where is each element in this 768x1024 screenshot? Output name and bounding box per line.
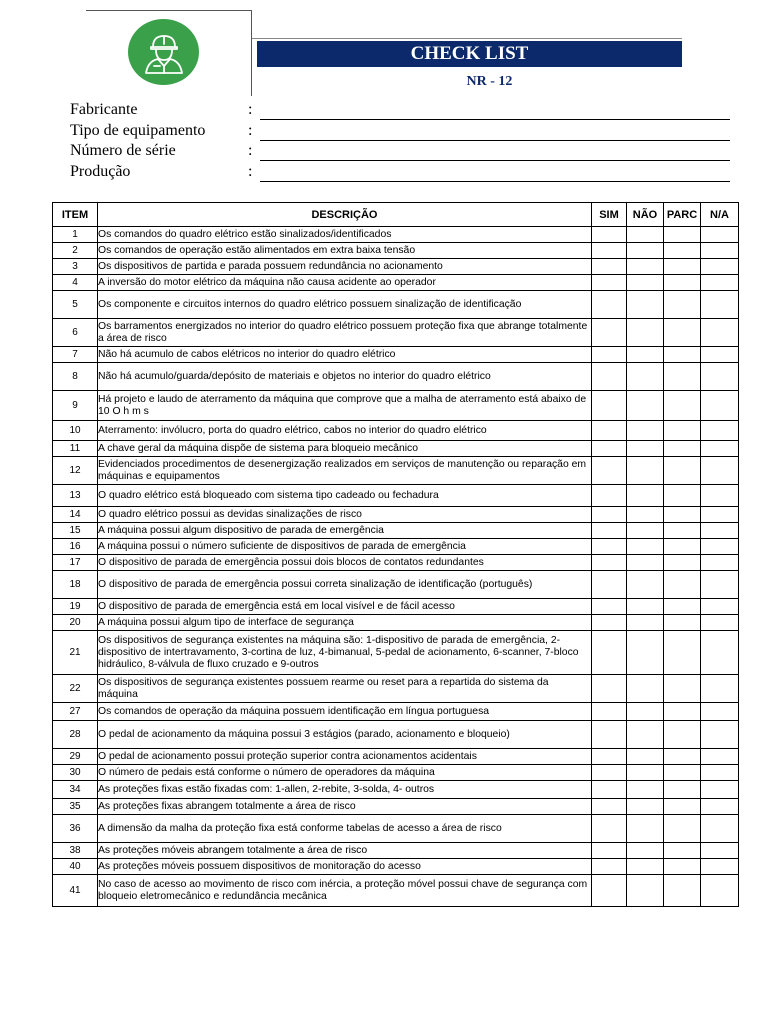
item-description: Não há acumulo/guarda/depósito de materiais e objetos no interior do quadro elétrico xyxy=(98,363,592,391)
item-description: O quadro elétrico possui as devidas sinalizações de risco xyxy=(98,507,592,523)
item-number: 22 xyxy=(53,675,98,703)
check-cell-parc[interactable] xyxy=(664,347,701,363)
check-cell-nao[interactable] xyxy=(627,555,664,571)
check-cell-sim[interactable] xyxy=(592,243,627,259)
check-cell-nao[interactable] xyxy=(627,391,664,421)
table-row xyxy=(53,507,739,523)
item-number: 30 xyxy=(53,765,98,781)
table-row xyxy=(53,571,739,599)
check-cell-nao[interactable] xyxy=(627,523,664,539)
check-cell-na[interactable] xyxy=(701,347,739,363)
check-cell-sim[interactable] xyxy=(592,421,627,441)
check-cell-sim[interactable] xyxy=(592,441,627,457)
item-description: As proteções móveis abrangem totalmente a área de risco xyxy=(98,843,592,859)
check-cell-sim[interactable] xyxy=(592,765,627,781)
check-cell-parc[interactable] xyxy=(664,749,701,765)
item-number: 16 xyxy=(53,539,98,555)
check-cell-parc[interactable] xyxy=(664,243,701,259)
item-description: Os dispositivos de segurança existentes na máquina são: 1-dispositivo de parada de emergência, 2-dispositivo de intertravamento, 3-cortina de luz, 4-bimanual, 5-pedal de acionamento, 6-scanner, 7-bloco hidráulico, 8-válvula de fluxo cruzado e 9-outros xyxy=(98,631,592,675)
check-cell-parc[interactable] xyxy=(664,485,701,507)
check-cell-nao[interactable] xyxy=(627,441,664,457)
item-number: 8 xyxy=(53,363,98,391)
table-row xyxy=(53,703,739,721)
check-cell-na[interactable] xyxy=(701,599,739,615)
check-cell-nao[interactable] xyxy=(627,227,664,243)
item-description: Os comandos de operação estão alimentados em extra baixa tensão xyxy=(98,243,592,259)
check-cell-na[interactable] xyxy=(701,615,739,631)
check-cell-parc[interactable] xyxy=(664,799,701,815)
item-description: As proteções fixas estão fixadas com: 1-allen, 2-rebite, 3-solda, 4- outros xyxy=(98,781,592,799)
check-cell-sim[interactable] xyxy=(592,485,627,507)
check-cell-sim[interactable] xyxy=(592,539,627,555)
item-description: A máquina possui algum tipo de interface de segurança xyxy=(98,615,592,631)
item-description: Os comandos de operação da máquina possuem identificação em língua portuguesa xyxy=(98,703,592,721)
check-cell-na[interactable] xyxy=(701,441,739,457)
check-cell-nao[interactable] xyxy=(627,675,664,703)
worker-helmet-icon xyxy=(140,28,188,76)
check-cell-parc[interactable] xyxy=(664,615,701,631)
check-cell-na[interactable] xyxy=(701,765,739,781)
check-cell-na[interactable] xyxy=(701,227,739,243)
field-label: Tipo de equipamento xyxy=(70,122,206,139)
check-cell-na[interactable] xyxy=(701,815,739,843)
item-number: 19 xyxy=(53,599,98,615)
field-producao xyxy=(70,163,730,183)
item-description: Evidenciados procedimentos de desenergização realizados em serviços de manutenção ou reparação em máquinas e equipamentos xyxy=(98,457,592,485)
table-row xyxy=(53,815,739,843)
item-number: 3 xyxy=(53,259,98,275)
table-row xyxy=(53,539,739,555)
check-cell-sim[interactable] xyxy=(592,599,627,615)
check-cell-parc[interactable] xyxy=(664,457,701,485)
check-cell-nao[interactable] xyxy=(627,421,664,441)
checklist-table xyxy=(52,202,739,907)
check-cell-sim[interactable] xyxy=(592,457,627,485)
check-cell-sim[interactable] xyxy=(592,259,627,275)
check-cell-parc[interactable] xyxy=(664,571,701,599)
check-cell-na[interactable] xyxy=(701,675,739,703)
item-number: 9 xyxy=(53,391,98,421)
check-cell-nao[interactable] xyxy=(627,703,664,721)
check-cell-na[interactable] xyxy=(701,275,739,291)
table-row xyxy=(53,631,739,675)
check-cell-nao[interactable] xyxy=(627,631,664,675)
item-number: 13 xyxy=(53,485,98,507)
item-number: 4 xyxy=(53,275,98,291)
header-parc: PARC xyxy=(664,203,701,227)
item-description: Os componente e circuitos internos do quadro elétrico possuem sinalização de identificação xyxy=(98,291,592,319)
item-number: 29 xyxy=(53,749,98,765)
check-cell-parc[interactable] xyxy=(664,319,701,347)
check-cell-nao[interactable] xyxy=(627,615,664,631)
check-cell-nao[interactable] xyxy=(627,859,664,875)
check-cell-na[interactable] xyxy=(701,799,739,815)
item-number: 7 xyxy=(53,347,98,363)
check-cell-nao[interactable] xyxy=(627,765,664,781)
item-description: Os dispositivos de segurança existentes possuem rearme ou reset para a repartida do sistema da máquina xyxy=(98,675,592,703)
table-row xyxy=(53,799,739,815)
check-cell-parc[interactable] xyxy=(664,675,701,703)
check-cell-na[interactable] xyxy=(701,457,739,485)
table-row xyxy=(53,363,739,391)
item-number: 12 xyxy=(53,457,98,485)
item-number: 35 xyxy=(53,799,98,815)
check-cell-parc[interactable] xyxy=(664,765,701,781)
check-cell-na[interactable] xyxy=(701,523,739,539)
check-cell-na[interactable] xyxy=(701,507,739,523)
check-cell-parc[interactable] xyxy=(664,391,701,421)
check-cell-na[interactable] xyxy=(701,571,739,599)
table-row xyxy=(53,421,739,441)
item-number: 28 xyxy=(53,721,98,749)
item-description: As proteções móveis possuem dispositivos de monitoração do acesso xyxy=(98,859,592,875)
table-row xyxy=(53,599,739,615)
header-na: N/A xyxy=(701,203,739,227)
check-cell-sim[interactable] xyxy=(592,615,627,631)
item-number: 6 xyxy=(53,319,98,347)
check-cell-na[interactable] xyxy=(701,843,739,859)
item-number: 10 xyxy=(53,421,98,441)
field-colon: : xyxy=(248,101,253,118)
table-row xyxy=(53,875,739,907)
field-colon: : xyxy=(248,142,253,159)
check-cell-parc[interactable] xyxy=(664,721,701,749)
item-description: Os comandos do quadro elétrico estão sinalizados/identificados xyxy=(98,227,592,243)
item-description: A máquina possui o número suficiente de dispositivos de parada de emergência xyxy=(98,539,592,555)
item-number: 36 xyxy=(53,815,98,843)
check-cell-na[interactable] xyxy=(701,421,739,441)
item-description: Não há acumulo de cabos elétricos no interior do quadro elétrico xyxy=(98,347,592,363)
check-cell-nao[interactable] xyxy=(627,721,664,749)
check-cell-parc[interactable] xyxy=(664,859,701,875)
check-cell-nao[interactable] xyxy=(627,347,664,363)
check-cell-sim[interactable] xyxy=(592,291,627,319)
table-row xyxy=(53,843,739,859)
header-border-top xyxy=(86,10,252,11)
item-description: O dispositivo de parada de emergência possui dois blocos de contatos redundantes xyxy=(98,555,592,571)
item-description: A chave geral da máquina dispõe de sistema para bloqueio mecânico xyxy=(98,441,592,457)
check-cell-na[interactable] xyxy=(701,875,739,907)
check-cell-na[interactable] xyxy=(701,391,739,421)
check-cell-sim[interactable] xyxy=(592,555,627,571)
item-description: As proteções fixas abrangem totalmente a área de risco xyxy=(98,799,592,815)
table-row xyxy=(53,259,739,275)
item-description: A máquina possui algum dispositivo de parada de emergência xyxy=(98,523,592,539)
item-description: O pedal de acionamento da máquina possui 3 estágios (parado, acionamento e bloqueio) xyxy=(98,721,592,749)
check-cell-parc[interactable] xyxy=(664,781,701,799)
check-cell-nao[interactable] xyxy=(627,875,664,907)
table-row xyxy=(53,555,739,571)
check-cell-na[interactable] xyxy=(701,539,739,555)
check-cell-parc[interactable] xyxy=(664,421,701,441)
check-cell-nao[interactable] xyxy=(627,275,664,291)
field-tipo-equipamento xyxy=(70,122,730,142)
check-cell-nao[interactable] xyxy=(627,781,664,799)
check-cell-parc[interactable] xyxy=(664,539,701,555)
check-cell-sim[interactable] xyxy=(592,815,627,843)
check-cell-nao[interactable] xyxy=(627,799,664,815)
table-row xyxy=(53,441,739,457)
check-cell-parc[interactable] xyxy=(664,631,701,675)
check-cell-na[interactable] xyxy=(701,243,739,259)
field-label: Produção xyxy=(70,163,131,180)
document-subtitle: NR - 12 xyxy=(466,74,513,89)
table-row xyxy=(53,485,739,507)
check-cell-nao[interactable] xyxy=(627,485,664,507)
check-cell-na[interactable] xyxy=(701,721,739,749)
table-row xyxy=(53,243,739,259)
check-cell-na[interactable] xyxy=(701,319,739,347)
check-cell-na[interactable] xyxy=(701,631,739,675)
numero-serie-line xyxy=(260,160,730,161)
check-cell-sim[interactable] xyxy=(592,703,627,721)
check-cell-na[interactable] xyxy=(701,749,739,765)
item-description: Os barramentos energizados no interior do quadro elétrico possuem proteção fixa que abrange totalmente a área de risco xyxy=(98,319,592,347)
table-row xyxy=(53,347,739,363)
table-row xyxy=(53,781,739,799)
item-number: 21 xyxy=(53,631,98,675)
check-cell-parc[interactable] xyxy=(664,507,701,523)
item-number: 34 xyxy=(53,781,98,799)
item-number: 38 xyxy=(53,843,98,859)
check-cell-parc[interactable] xyxy=(664,875,701,907)
check-cell-na[interactable] xyxy=(701,291,739,319)
check-cell-sim[interactable] xyxy=(592,363,627,391)
item-number: 17 xyxy=(53,555,98,571)
table-row xyxy=(53,749,739,765)
item-description: Há projeto e laudo de aterramento da máquina que comprove que a malha de aterramento está abaixo de 10 O h m s xyxy=(98,391,592,421)
check-cell-nao[interactable] xyxy=(627,363,664,391)
item-description: A inversão do motor elétrico da máquina não causa acidente ao operador xyxy=(98,275,592,291)
item-description: O dispositivo de parada de emergência está em local visível e de fácil acesso xyxy=(98,599,592,615)
check-cell-sim[interactable] xyxy=(592,631,627,675)
logo xyxy=(128,19,199,85)
check-cell-na[interactable] xyxy=(701,703,739,721)
item-number: 14 xyxy=(53,507,98,523)
check-cell-sim[interactable] xyxy=(592,859,627,875)
item-description: A dimensão da malha da proteção fixa está conforme tabelas de acesso a área de risco xyxy=(98,815,592,843)
fabricante-line xyxy=(260,119,730,120)
header-item: ITEM xyxy=(53,203,98,227)
check-cell-parc[interactable] xyxy=(664,275,701,291)
check-cell-parc[interactable] xyxy=(664,703,701,721)
item-number: 11 xyxy=(53,441,98,457)
check-cell-nao[interactable] xyxy=(627,539,664,555)
check-cell-parc[interactable] xyxy=(664,843,701,859)
check-cell-parc[interactable] xyxy=(664,555,701,571)
table-row xyxy=(53,721,739,749)
check-cell-sim[interactable] xyxy=(592,799,627,815)
header-border-right xyxy=(252,38,682,39)
check-cell-sim[interactable] xyxy=(592,875,627,907)
check-cell-parc[interactable] xyxy=(664,363,701,391)
check-cell-nao[interactable] xyxy=(627,599,664,615)
check-cell-nao[interactable] xyxy=(627,749,664,765)
item-description: Aterramento: invólucro, porta do quadro elétrico, cabos no interior do quadro elétrico xyxy=(98,421,592,441)
check-cell-parc[interactable] xyxy=(664,441,701,457)
field-numero-serie xyxy=(70,142,730,162)
check-cell-parc[interactable] xyxy=(664,227,701,243)
check-cell-nao[interactable] xyxy=(627,457,664,485)
check-cell-sim[interactable] xyxy=(592,843,627,859)
check-cell-parc[interactable] xyxy=(664,291,701,319)
table-row xyxy=(53,457,739,485)
check-cell-nao[interactable] xyxy=(627,815,664,843)
field-fabricante xyxy=(70,101,730,121)
check-cell-parc[interactable] xyxy=(664,815,701,843)
item-description: O pedal de acionamento possui proteção superior contra acionamentos acidentais xyxy=(98,749,592,765)
item-number: 18 xyxy=(53,571,98,599)
check-cell-nao[interactable] xyxy=(627,243,664,259)
check-cell-na[interactable] xyxy=(701,859,739,875)
header-description: DESCRIÇÃO xyxy=(98,203,592,227)
field-label: Fabricante xyxy=(70,101,138,118)
check-cell-sim[interactable] xyxy=(592,391,627,421)
item-description: O número de pedais está conforme o número de operadores da máquina xyxy=(98,765,592,781)
item-description: Os dispositivos de partida e parada possuem redundância no acionamento xyxy=(98,259,592,275)
table-row xyxy=(53,615,739,631)
table-row xyxy=(53,319,739,347)
check-cell-sim[interactable] xyxy=(592,781,627,799)
table-row xyxy=(53,275,739,291)
check-cell-na[interactable] xyxy=(701,485,739,507)
tipo-equipamento-line xyxy=(260,140,730,141)
check-cell-sim[interactable] xyxy=(592,319,627,347)
item-description: O dispositivo de parada de emergência possui correta sinalização de identificação (português) xyxy=(98,571,592,599)
check-cell-nao[interactable] xyxy=(627,319,664,347)
check-cell-nao[interactable] xyxy=(627,291,664,319)
check-cell-sim[interactable] xyxy=(592,227,627,243)
document-title: CHECK LIST xyxy=(257,41,682,67)
check-cell-nao[interactable] xyxy=(627,507,664,523)
check-cell-sim[interactable] xyxy=(592,523,627,539)
item-number: 15 xyxy=(53,523,98,539)
item-number: 2 xyxy=(53,243,98,259)
check-cell-sim[interactable] xyxy=(592,675,627,703)
table-row xyxy=(53,391,739,421)
item-number: 20 xyxy=(53,615,98,631)
check-cell-sim[interactable] xyxy=(592,275,627,291)
item-number: 5 xyxy=(53,291,98,319)
header-nao: NÃO xyxy=(627,203,664,227)
table-header-row xyxy=(53,203,739,227)
producao-line xyxy=(260,181,730,182)
check-cell-sim[interactable] xyxy=(592,749,627,765)
table-row xyxy=(53,859,739,875)
item-description: O quadro elétrico está bloqueado com sistema tipo cadeado ou fechadura xyxy=(98,485,592,507)
table-row xyxy=(53,227,739,243)
check-cell-nao[interactable] xyxy=(627,571,664,599)
check-cell-nao[interactable] xyxy=(627,259,664,275)
check-cell-sim[interactable] xyxy=(592,347,627,363)
field-label: Número de série xyxy=(70,142,176,159)
table-row xyxy=(53,765,739,781)
check-cell-na[interactable] xyxy=(701,555,739,571)
check-cell-parc[interactable] xyxy=(664,259,701,275)
item-number: 40 xyxy=(53,859,98,875)
check-cell-sim[interactable] xyxy=(592,721,627,749)
item-number: 41 xyxy=(53,875,98,907)
field-colon: : xyxy=(248,163,253,180)
check-cell-parc[interactable] xyxy=(664,523,701,539)
check-cell-parc[interactable] xyxy=(664,599,701,615)
item-description: No caso de acesso ao movimento de risco com inércia, a proteção móvel possui chave de segurança com bloqueio eletromecânico e redundância mecânica xyxy=(98,875,592,907)
header-sim: SIM xyxy=(592,203,627,227)
table-row xyxy=(53,523,739,539)
check-cell-na[interactable] xyxy=(701,781,739,799)
field-colon: : xyxy=(248,122,253,139)
header-border-divider xyxy=(251,10,252,96)
check-cell-sim[interactable] xyxy=(592,507,627,523)
check-cell-na[interactable] xyxy=(701,363,739,391)
table-row xyxy=(53,291,739,319)
check-cell-nao[interactable] xyxy=(627,843,664,859)
item-number: 1 xyxy=(53,227,98,243)
item-number: 27 xyxy=(53,703,98,721)
check-cell-na[interactable] xyxy=(701,259,739,275)
check-cell-sim[interactable] xyxy=(592,571,627,599)
table-row xyxy=(53,675,739,703)
